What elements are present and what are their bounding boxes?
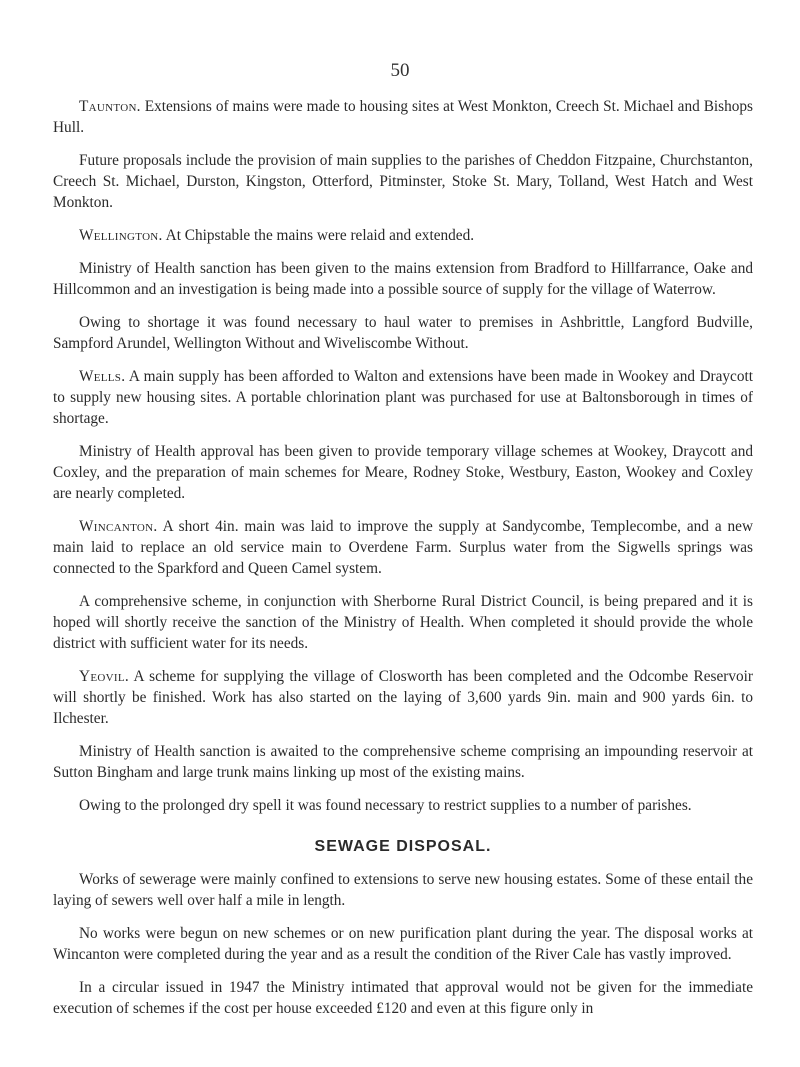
sewage-disposal-section (53, 869, 753, 1019)
paragraph-text: Extensions of mains were made to housing sites at West Monkton, Creech St. Michael and Bishops Hull. (53, 98, 753, 136)
paragraph (53, 795, 753, 816)
paragraph (53, 591, 753, 654)
paragraph (53, 977, 753, 1019)
paragraph (53, 516, 753, 579)
page-number: 50 (390, 60, 410, 81)
district-name: Wellington. (79, 227, 163, 244)
paragraph (53, 258, 753, 300)
paragraph-text: Owing to shortage it was found necessary to haul water to premises in Ashbrittle, Langford Budville, Sampford Arundel, Wellington Without and Wiveliscombe Without. (53, 314, 753, 352)
paragraph (53, 366, 753, 429)
water-supply-section (53, 96, 753, 816)
paragraph (53, 150, 753, 213)
paragraph-text: Works of sewerage were mainly confined to extensions to serve new housing estates. Some of these entail the laying of sewers well over half a mile in length. (53, 871, 753, 909)
paragraph (53, 666, 753, 729)
paragraph (53, 741, 753, 783)
section-heading: SEWAGE DISPOSAL. (314, 838, 492, 855)
paragraph (53, 923, 753, 965)
paragraph-text: A scheme for supplying the village of Closworth has been completed and the Odcombe Reservoir will shortly be finished. Work has also started on the laying of 3,600 yards 9in. main and 900 yards 6in. to Ilchester. (53, 668, 753, 727)
paragraph (53, 312, 753, 354)
paragraph-text: Owing to the prolonged dry spell it was found necessary to restrict supplies to a number of parishes. (79, 797, 692, 814)
paragraph-text: Ministry of Health sanction has been given to the mains extension from Bradford to Hillfarrance, Oake and Hillcommon and an investigation is being made into a possible source of supply for the village of Waterrow. (53, 260, 753, 298)
paragraph (53, 96, 753, 138)
paragraph-text: Ministry of Health approval has been given to provide temporary village schemes at Wookey, Draycott and Coxley, and the preparation of main schemes for Meare, Rodney Stoke, Westbury, Easton, Wookey and Coxley are nearly completed. (53, 443, 753, 502)
paragraph (53, 225, 753, 246)
district-name: Taunton. (79, 98, 141, 115)
district-name: Wincanton. (79, 518, 158, 535)
paragraph-text: Future proposals include the provision of main supplies to the parishes of Cheddon Fitzpaine, Churchstanton, Creech St. Michael, Durston, Kingston, Otterford, Pitminster, Stoke St. Mary, Tolland, West Hatch and West Monkton. (53, 152, 753, 211)
paragraph (53, 441, 753, 504)
paragraph-text: No works were begun on new schemes or on new purification plant during the year. The disposal works at Wincanton were completed during the year and as a result the condition of the River Cale has vastly improved. (53, 925, 753, 963)
paragraph-text: At Chipstable the mains were relaid and extended. (162, 227, 475, 244)
paragraph-text: A short 4in. main was laid to improve the supply at Sandycombe, Templecombe, and a new main laid to replace an old service main to Overdene Farm. Surplus water from the Sigwells springs was connected to the Sparkford and Queen Camel system. (53, 518, 753, 577)
paragraph-text: Ministry of Health sanction is awaited to the comprehensive scheme comprising an impounding reservoir at Sutton Bingham and large trunk mains linking up most of the existing mains. (53, 743, 753, 781)
paragraph-text: A comprehensive scheme, in conjunction with Sherborne Rural District Council, is being prepared and it is hoped will shortly receive the sanction of the Ministry of Health. When completed it should provide the whole district with sufficient water for its needs. (53, 593, 753, 652)
paragraph-text: In a circular issued in 1947 the Ministry intimated that approval would not be given for the immediate execution of schemes if the cost per house exceeded £120 and even at this figure only in (53, 979, 753, 1017)
paragraph-text: A main supply has been afforded to Walton and extensions have been made in Wookey and Draycott to supply new housing sites. A portable chlorination plant was purchased for use at Baltonsborough in times of shortage. (53, 368, 753, 427)
district-name: Wells. (79, 368, 126, 385)
paragraph (53, 869, 753, 911)
district-name: Yeovil. (79, 668, 129, 685)
document-body (53, 96, 753, 1031)
